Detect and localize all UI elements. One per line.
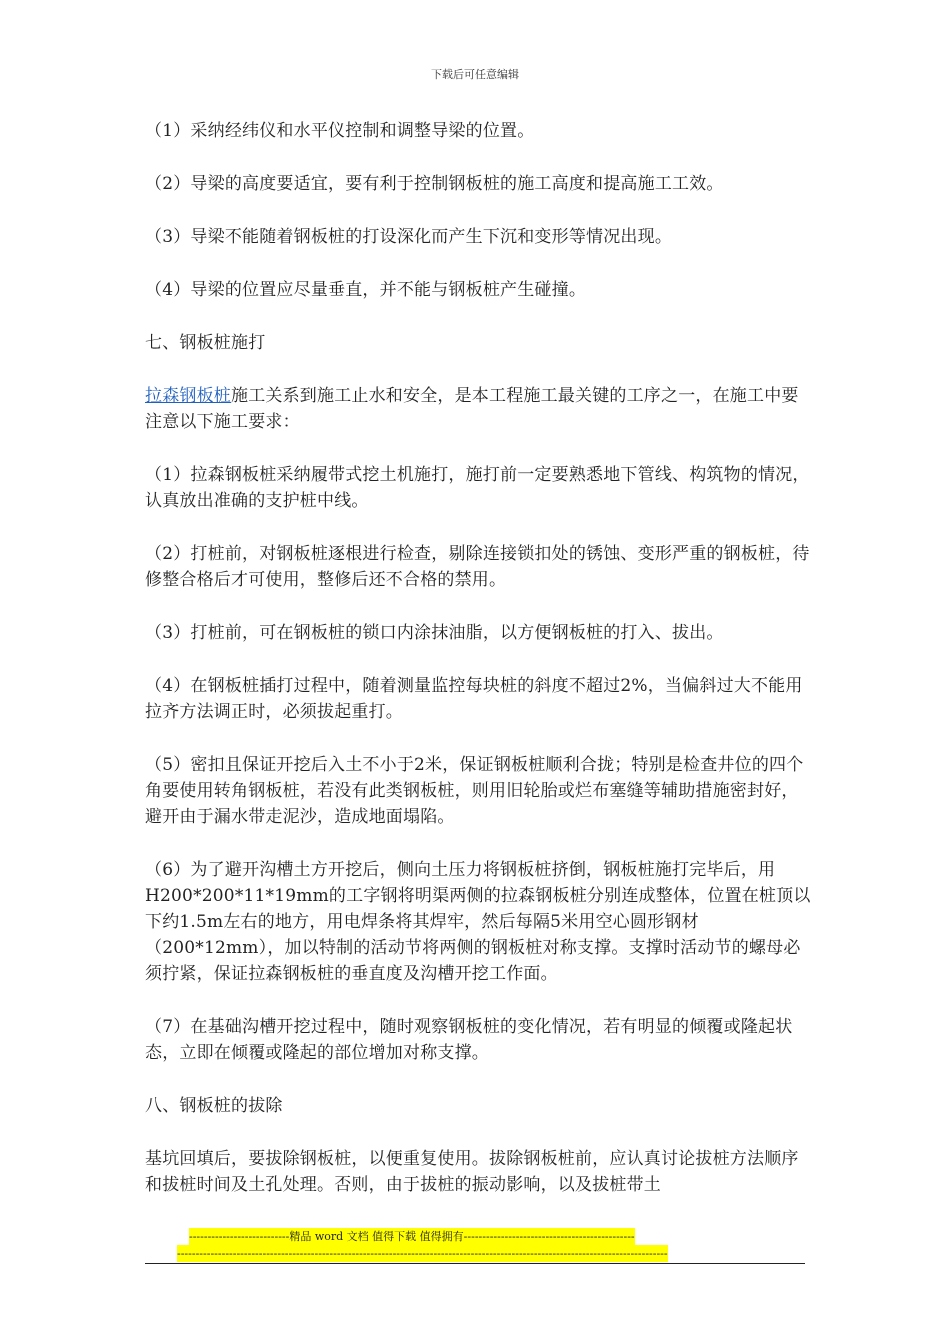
requirement-1: （1）拉森钢板桩采纳履带式挖土机施打，施打前一定要熟悉地下管线、构筑物的情况，认真放出准确的支护桩中线。	[145, 465, 810, 511]
footer-banner-line-1: ---------------------------精品 word 文档 值得下载 值得拥有----------------------------------------------	[189, 1230, 635, 1243]
footer-rule	[145, 1263, 805, 1264]
removal-paragraph: 基坑回填后，要拔除钢板桩，以便重复使用。拔除钢板桩前，应认真讨论拔桩方法顺序和拔桩时间及土孔处理。否则，由于拔桩的振动影响，以及拔桩带土	[145, 1149, 799, 1195]
section-heading-7: 七、钢板桩施打	[145, 333, 266, 353]
paragraph-1: （1）采纳经纬仪和水平仪控制和调整导梁的位置。	[145, 121, 535, 141]
paragraph-2: （2）导梁的高度要适宜，要有利于控制钢板桩的施工高度和提高施工工效。	[145, 174, 724, 194]
page-footer	[145, 1228, 805, 1262]
page-header: 下载后可任意编辑	[431, 68, 519, 81]
requirement-6: （6）为了避开沟槽土方开挖后，侧向土压力将钢板桩挤倒，钢板桩施打完毕后，用H200*200*11*19mm的工字钢将明渠两侧的拉森钢板桩分别连成整体，位置在桩顶以下约1.5m左右的地方，用电焊条将其焊牢，然后每隔5米用空心圆形钢材（200*12mm），加以特制的活动节将两侧的钢板桩对称支撑。支撑时活动节的螺母必须拧紧，保证拉森钢板桩的垂直度及沟槽开挖工作面。	[145, 860, 811, 984]
requirement-7: （7）在基础沟槽开挖过程中，随时观察钢板桩的变化情况，若有明显的倾覆或隆起状态，立即在倾覆或隆起的部位增加对称支撑。	[145, 1017, 793, 1063]
document-body	[145, 118, 815, 1225]
requirement-3: （3）打桩前，可在钢板桩的锁口内涂抹油脂，以方便钢板桩的打入、拔出。	[145, 623, 724, 643]
paragraph-3: （3）导梁不能随着钢板桩的打设深化而产生下沉和变形等情况出现。	[145, 227, 673, 247]
larsen-sheet-pile-link[interactable]: 拉森钢板桩	[145, 386, 231, 406]
intro-text: 施工关系到施工止水和安全，是本工程施工最关键的工序之一，在施工中要注意以下施工要求：	[145, 386, 799, 432]
intro-paragraph	[145, 383, 815, 435]
requirement-2: （2）打桩前，对钢板桩逐根进行检查，剔除连接锁扣处的锈蚀、变形严重的钢板桩，待修整合格后才可使用，整修后还不合格的禁用。	[145, 544, 810, 590]
footer-banner-line-2: ------------------------------------------------------------------------------------------------------------------------------------	[177, 1247, 668, 1260]
requirement-4: （4）在钢板桩插打过程中，随着测量监控每块桩的斜度不超过2%，当偏斜过大不能用拉齐方法调正时，必须拔起重打。	[145, 676, 803, 722]
requirement-5: （5）密扣且保证开挖后入土不小于2米，保证钢板桩顺利合拢；特别是检查井位的四个角要使用转角钢板桩，若没有此类钢板桩，则用旧轮胎或烂布塞缝等辅助措施密封好，避开由于漏水带走泥沙，造成地面塌陷。	[145, 755, 804, 827]
section-heading-8: 八、钢板桩的拔除	[145, 1096, 283, 1116]
paragraph-4: （4）导梁的位置应尽量垂直，并不能与钢板桩产生碰撞。	[145, 280, 587, 300]
